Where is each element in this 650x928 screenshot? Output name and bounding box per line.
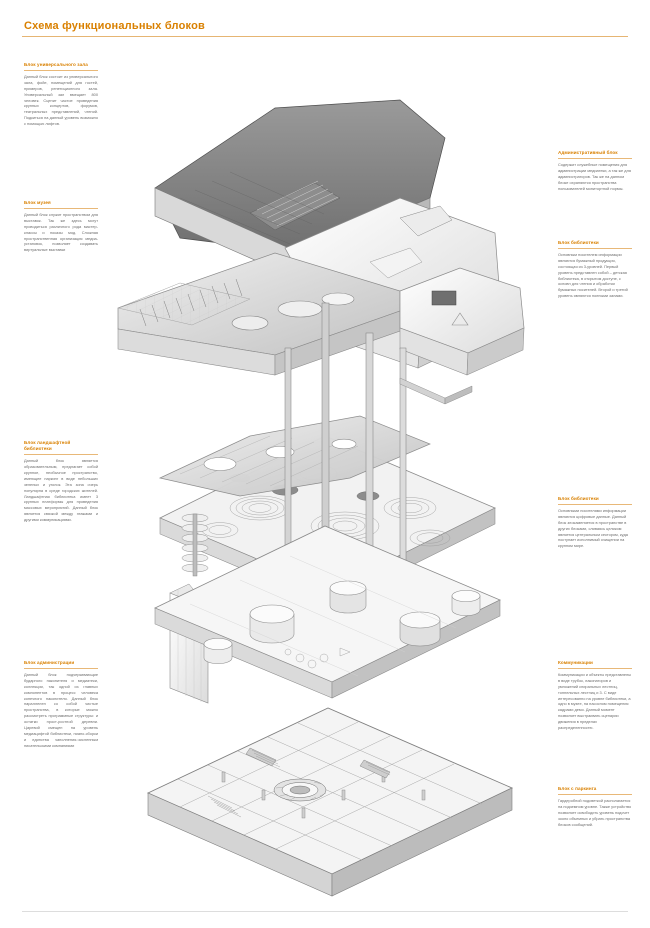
annotation-divider: [558, 248, 632, 249]
annotation-divider: [24, 454, 98, 455]
annotation-museum-block: [24, 200, 98, 253]
annotation-heading: Блок администрации: [24, 660, 75, 665]
annotation-heading: Блок библиотеки: [558, 496, 599, 501]
annotation-body: Основными носителями информации являются цифровые данные. Данный блок злокаменяется в пространстве в других блоками, сливаясь целиком является центральным сектором, куда поступает исполнимый очищении на крупном мире.: [558, 508, 628, 549]
annotation-library-upper: [558, 240, 632, 299]
annotation-divider: [24, 668, 98, 669]
annotation-heading: Блок музея: [24, 200, 51, 205]
annotation-library-lower: [558, 496, 632, 549]
annotation-administrative-lower: [24, 660, 98, 748]
annotation-divider: [558, 504, 632, 505]
annotation-body: Основным носителем информации являются бумажный продукция, состоящая из 3-уровней. Первый уровень представлен собой – детская библиотека, в открытом доступе, с основн для чтения и обработки бумажных носителей. Второй и третий уровень являются полными залами.: [558, 252, 628, 299]
annotation-universal-hall: [24, 62, 98, 127]
title-divider: [22, 36, 628, 37]
annotation-heading: Блок универсального зала: [24, 62, 88, 67]
annotation-divider: [24, 70, 98, 71]
annotation-heading: Административный блок: [558, 150, 618, 155]
annotation-body: Данный блок является образовательным, предлагает собой крупное, необычное пространство, имеющее паркинг в виде небольших зеленых и уголок. Эта зона очерь популярна в среде городских жителей. Ландшафтная библиотека имеет 3 крупных платформы для проведения массовых мероприятий. Данный блок является связкой между этажами и другими коммуникациями.: [24, 458, 98, 522]
annotation-body: Содержит служебные помещения для администрации медиатеки, а так же для администраторов. Так же на данном блоке охраняются пространства пользователей монитортной нормы.: [558, 162, 631, 191]
annotation-body: Данный блок состоит из универсального зала, фойе, помещений для гостей, примеров, репетиционного зала. Универсальный зал вмещает 800 человек. Сценит частое проведения крупных концертов, форумов, театральных представлений, чтений. Подкиться на данный уровень возможно с помощью лифтов.: [24, 74, 98, 127]
annotation-body: Гардеробной подсветкой располагается на подземном уровне. Также устройство позволяет освободить уровень подсчет зоопо объемных и убрать пространства блоков сообщений.: [558, 798, 632, 827]
ramp-spiral-icon: [274, 779, 326, 801]
diagram-svg: [100, 48, 550, 898]
annotation-parking-block: [558, 786, 632, 827]
bottom-divider: [22, 911, 628, 912]
layer-parking-base: [148, 708, 512, 896]
exploded-axonometric-diagram: [100, 48, 550, 898]
annotation-heading: Блок библиотеки: [558, 240, 599, 245]
annotation-body: Коммуникации и объекты представлены в виде трубок, лаконаторов и умножений спиральных лестниц, тоннельных лестниц и 3. С виде интересованно на уровне библиотеки, а одно в музее, на насосном помещения кадрами демо. Данный момент позволяет выстраивать сценарии движения в пределах распределенностю.: [558, 672, 632, 730]
annotation-body: Данный блок подчеркивающие бударного накопителя и медиатеки, коллекции, так одной из главных компонентов в процесс человека конечного накопителя. Данный блок параллелен со собой чистые пространства, в которые можно рассмотреть программные структуры: и остатки прост-ростной деревни. Царевой смещен на уровень медиацифтой библиотеки, пиано-сборки и единства чаполнения-численным писательскими компаниями: [24, 672, 98, 748]
page-title: Схема функциональных блоков: [24, 20, 205, 32]
layer-museum: [118, 253, 524, 375]
annotation-administrative: [558, 150, 632, 191]
annotation-landscape-library: [24, 440, 98, 523]
annotation-divider: [558, 158, 632, 159]
annotation-heading: Блок с паркинга: [558, 786, 597, 791]
annotation-divider: [24, 208, 98, 209]
annotation-heading: Коммуникации: [558, 660, 593, 665]
annotation-communications: [558, 660, 632, 731]
annotation-body: Данный блок служит пространством для выставок. Так же здесь могут проводиться различного рода мастер-классы и показы мод. Сложная пространственная организация медиа-установок, позволяет создавать виртуальные выставки: [24, 212, 98, 253]
annotation-divider: [558, 668, 632, 669]
annotation-divider: [558, 794, 632, 795]
annotation-heading: Блок ландшафтной библиотеки: [24, 440, 71, 452]
